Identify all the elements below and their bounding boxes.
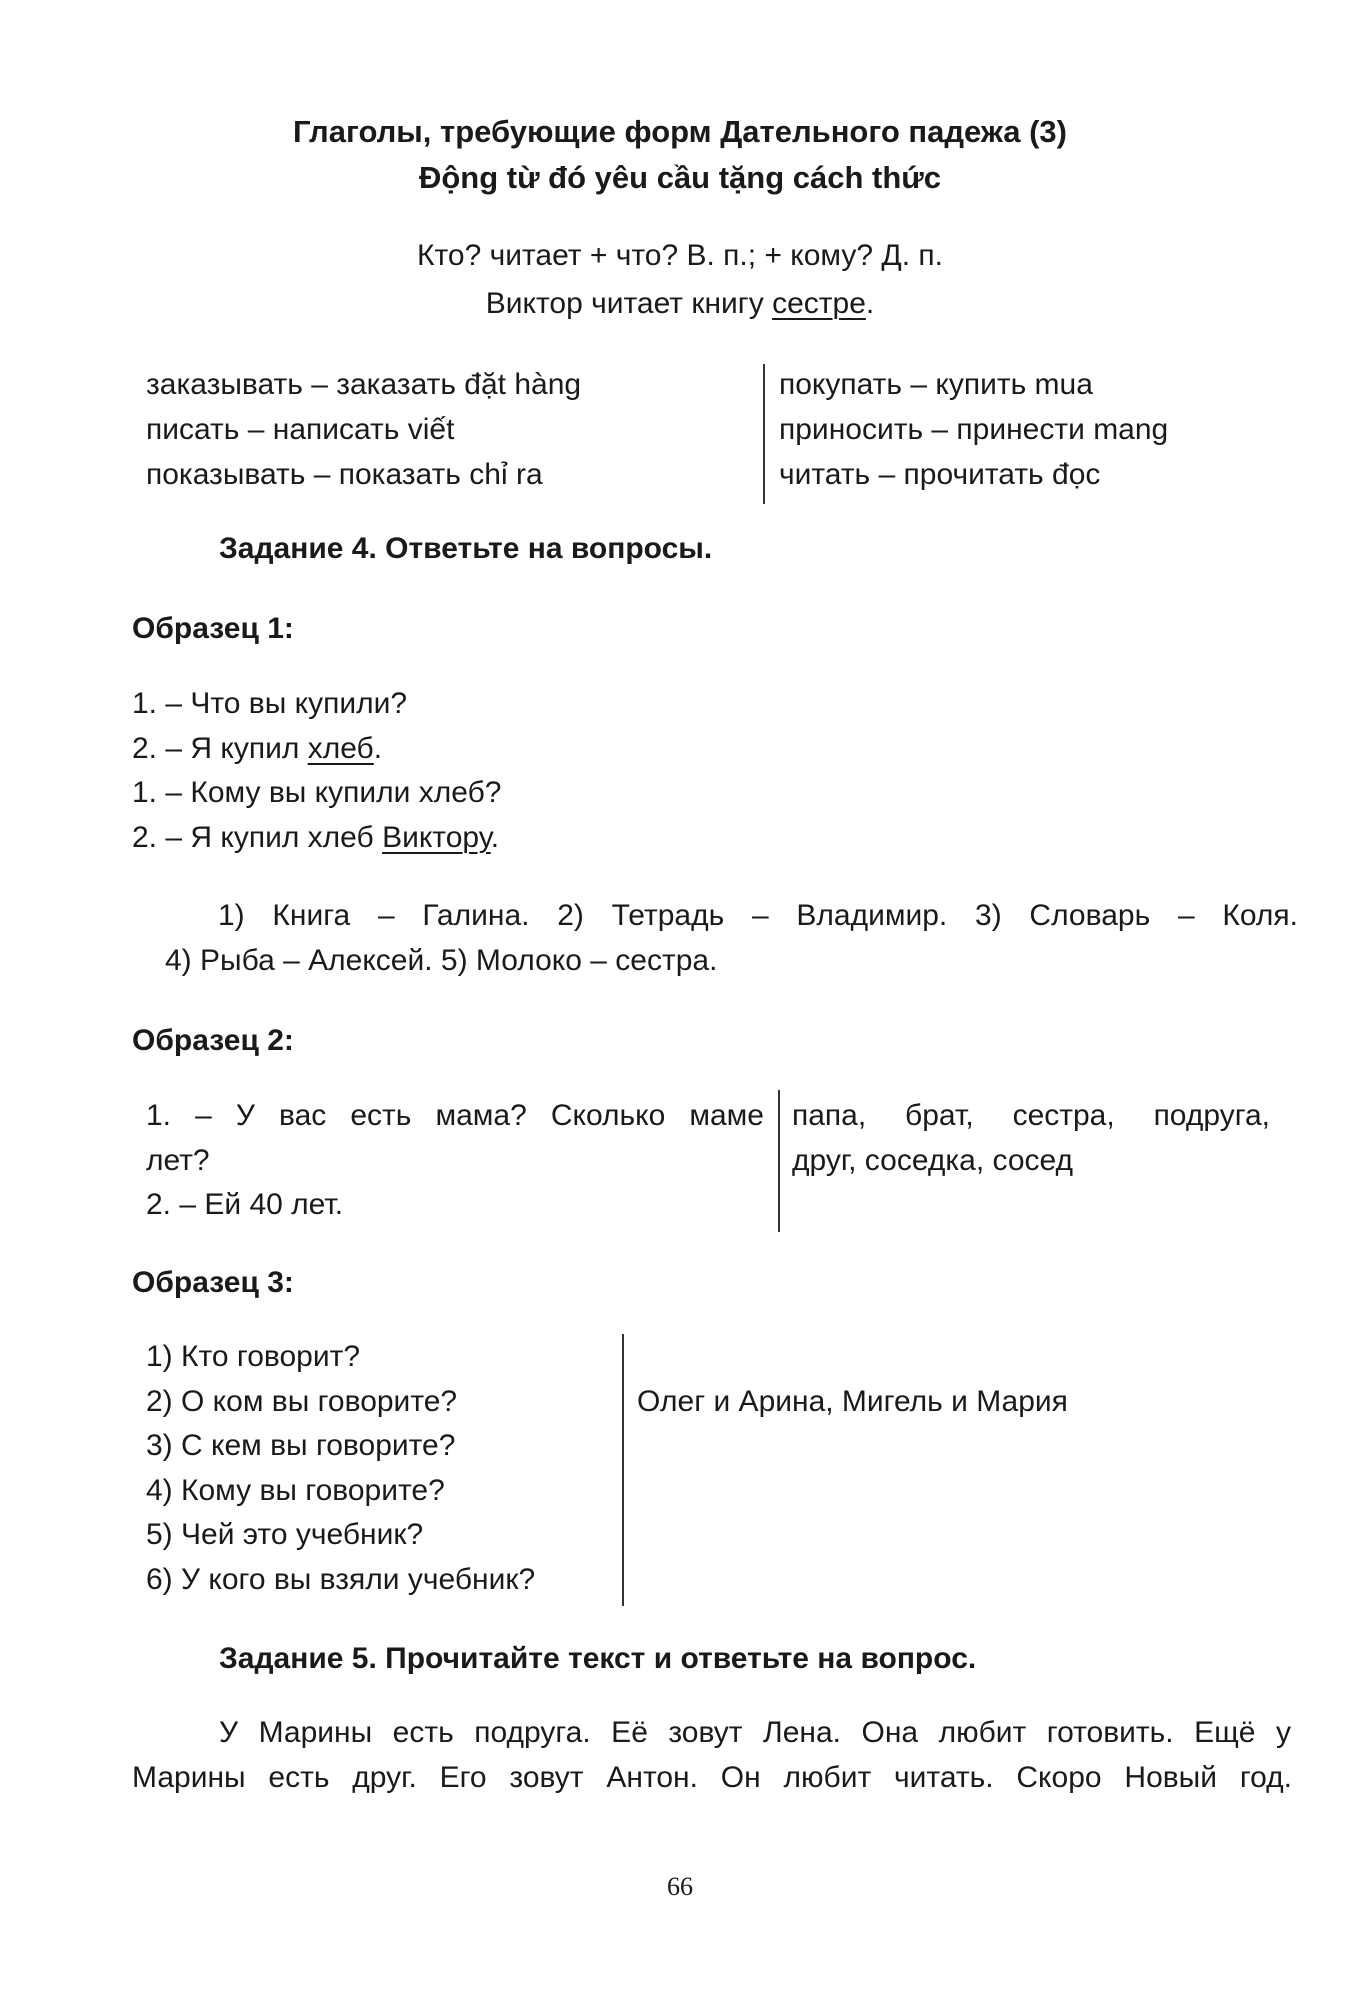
- sample3-question-3: 3) С кем вы говорите?: [146, 1429, 456, 1462]
- verb-left-2: писать – написать viết: [146, 413, 455, 446]
- sample2-right-line2: друг, соседка, сосед: [792, 1144, 1074, 1177]
- sample3-label: Образец 3:: [132, 1266, 294, 1299]
- sample1-line4: [132, 821, 499, 855]
- verb-right-3: читать – прочитать đọc: [779, 458, 1101, 491]
- verb-table-divider: [763, 364, 765, 504]
- sample2-divider: [778, 1090, 780, 1232]
- sample2-label: Образец 2:: [132, 1024, 294, 1057]
- sample1-line2-punct: .: [373, 732, 383, 765]
- title-russian: Глаголы, требующие форм Дательного падежа (3): [292, 114, 1067, 149]
- sample3-question-1: 1) Кто говорит?: [146, 1340, 361, 1373]
- sample1-line4-punct: .: [490, 821, 500, 854]
- verb-left-1: заказывать – заказать đặt hàng: [146, 368, 582, 401]
- sample1-label: Образец 1:: [132, 612, 294, 645]
- sample3-question-4: 4) Кому вы говорите?: [146, 1474, 445, 1507]
- verb-right-1: покупать – купить mua: [779, 368, 1093, 401]
- example-underlined-word: сестре: [772, 287, 866, 320]
- sample2-right-line1: папа, брат, сестра, подруга,: [792, 1099, 1270, 1132]
- case-formula: Кто? читает + что? В. п.; + кому? Д. п.: [417, 239, 943, 272]
- sample3-question-5: 5) Чей это учебник?: [146, 1518, 424, 1551]
- sample1-line4-underlined: Виктору: [382, 821, 491, 854]
- task4-title: Задание 4. Ответьте на вопросы.: [219, 532, 713, 565]
- sample1-line3: 1. – Кому вы купили хлеб?: [132, 776, 502, 809]
- task5-text-line1: У Марины есть подруга. Её зовут Лена. Она любит готовить. Ещё у: [219, 1716, 1291, 1749]
- sample3-question-6: 6) У кого вы взяли учебник?: [146, 1563, 536, 1596]
- sample1-line4-text: 2. – Я купил хлеб: [132, 821, 383, 854]
- example-sentence: [0, 287, 1360, 321]
- sample2-left-line3: 2. – Ей 40 лет.: [146, 1188, 344, 1221]
- sample3-divider: [622, 1334, 624, 1606]
- sample1-line2-underlined: хлеб: [307, 732, 374, 765]
- task5-text-line2: Марины есть друг. Его зовут Антон. Он любит читать. Скоро Новый год.: [132, 1761, 1292, 1794]
- exercise-line2: 4) Рыба – Алексей. 5) Молоко – сестра.: [165, 944, 718, 977]
- page-number: 66: [667, 1872, 693, 1901]
- sample3-names: Олег и Арина, Мигель и Мария: [637, 1385, 1068, 1418]
- exercise-line1: 1) Книга – Галина. 2) Тетрадь – Владимир. 3) Словарь – Коля.: [218, 899, 1298, 932]
- example-punct: .: [865, 287, 875, 320]
- verb-left-3: показывать – показать chỉ ra: [146, 458, 543, 491]
- example-text: Виктор читает книгу: [485, 287, 773, 320]
- sample3-question-2: 2) О ком вы говорите?: [146, 1385, 458, 1418]
- task5-title: Задание 5. Прочитайте текст и ответьте на вопрос.: [219, 1642, 977, 1675]
- sample1-line1: 1. – Что вы купили?: [132, 687, 408, 720]
- sample1-line2: [132, 732, 382, 766]
- sample2-left-line1: 1. – У вас есть мама? Сколько маме: [146, 1099, 764, 1132]
- sample1-line2-text: 2. – Я купил: [132, 732, 308, 765]
- title-vietnamese: Động từ đó yêu cầu tặng cách thức: [418, 160, 941, 195]
- verb-right-2: приносить – принести mang: [779, 413, 1169, 446]
- sample2-left-line2: лет?: [146, 1144, 210, 1177]
